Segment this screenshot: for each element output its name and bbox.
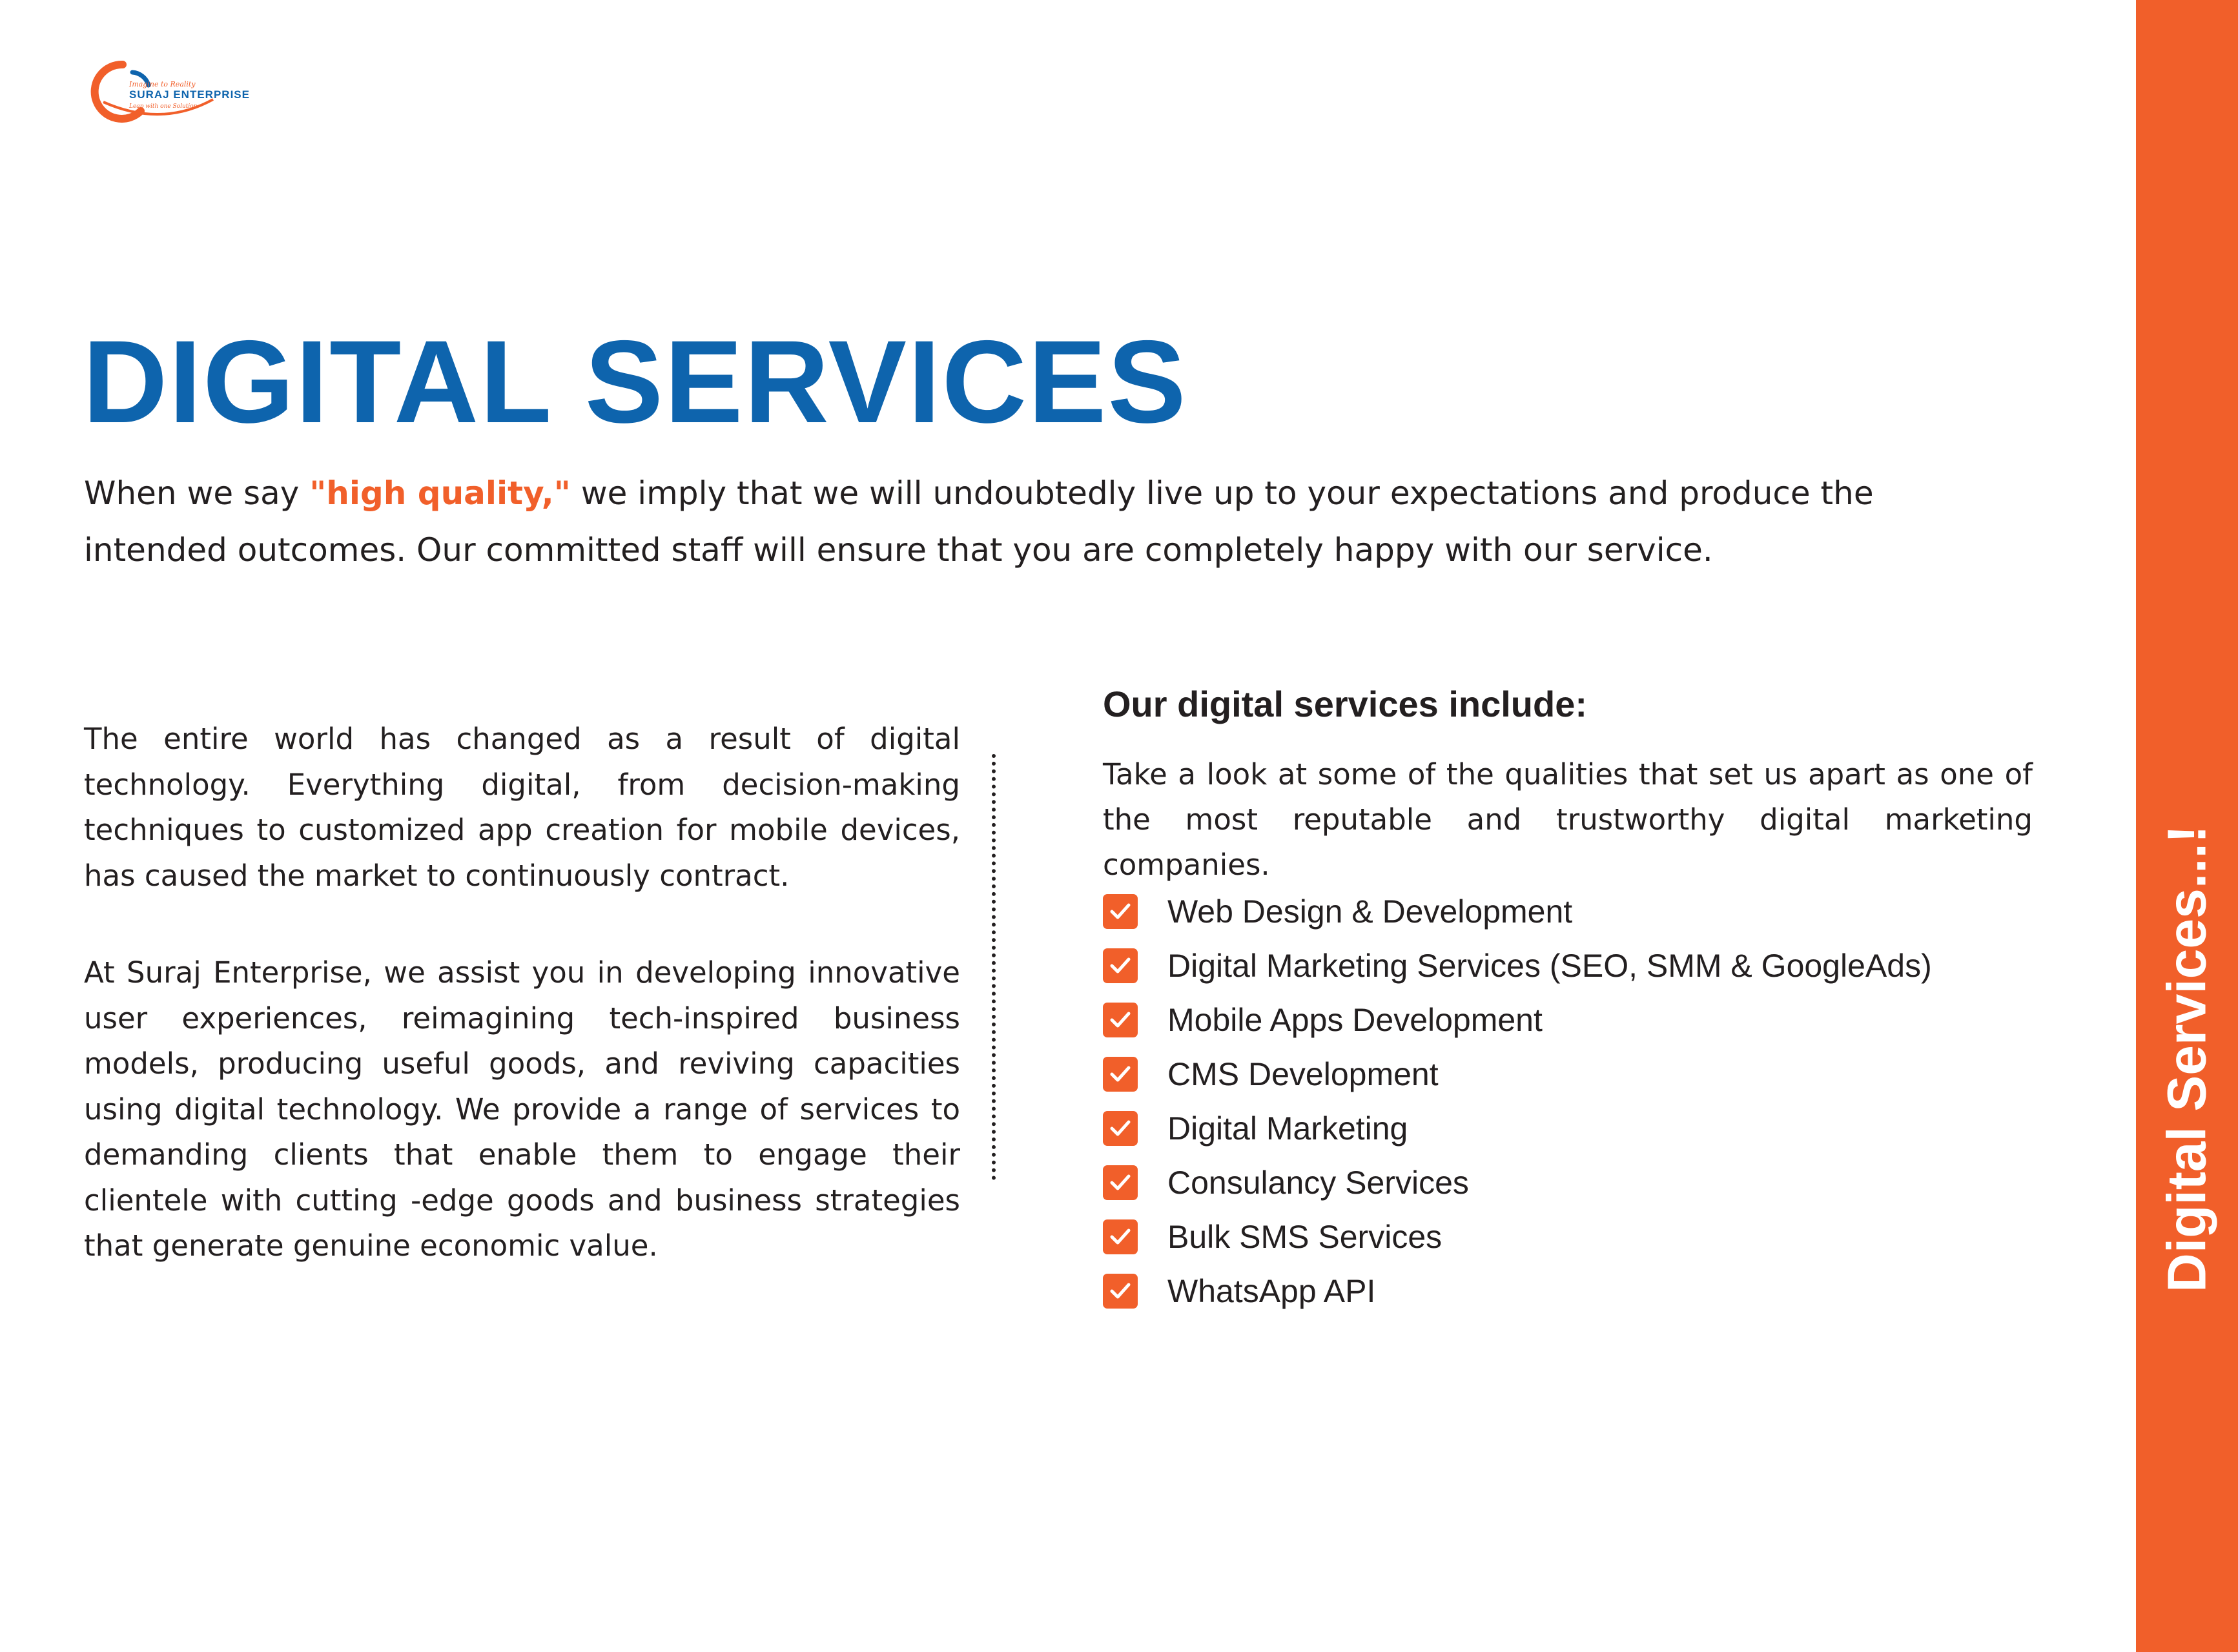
column-divider [992, 754, 996, 1180]
service-item [1103, 1156, 1932, 1210]
checkbox-checked-icon [1103, 948, 1138, 983]
services-list [1103, 884, 1932, 1318]
service-label: Consulancy Services [1167, 1165, 1469, 1201]
page-title: DIGITAL SERVICES [83, 316, 1187, 447]
service-item [1103, 1101, 1932, 1156]
checkbox-checked-icon [1103, 1003, 1138, 1037]
service-label: Mobile Apps Development [1167, 1002, 1543, 1038]
service-item [1103, 1210, 1932, 1264]
service-label: Digital Marketing Services (SEO, SMM & GoogleAds) [1167, 948, 1932, 984]
checkbox-checked-icon [1103, 894, 1138, 929]
left-column [84, 717, 960, 1321]
checkbox-checked-icon [1103, 1165, 1138, 1200]
left-paragraph-1: The entire world has changed as a result of digital technology. Everything digital, from decision-making techniques to customized app creation for mobile devices, has caused the market to continuously contract. [84, 722, 960, 893]
service-item [1103, 993, 1932, 1047]
service-label: Web Design & Development [1167, 893, 1573, 930]
service-item [1103, 939, 1932, 993]
checkbox-checked-icon [1103, 1111, 1138, 1146]
checkbox-checked-icon [1103, 1274, 1138, 1309]
intro-highlight: "high quality," [309, 474, 571, 512]
service-label: Digital Marketing [1167, 1110, 1408, 1147]
intro-text-after: we imply that we will undoubtedly live up to your expectations and produce the intended outcomes. Our committed staff will ensure that you are completely happy with our service. [84, 474, 1874, 569]
side-label: Digital Services...! [2156, 825, 2217, 1292]
service-label: WhatsApp API [1167, 1273, 1376, 1309]
service-item [1103, 884, 1932, 939]
service-item [1103, 1264, 1932, 1318]
service-label: CMS Development [1167, 1056, 1439, 1092]
logo-name: SURAJ ENTERPRISE [129, 88, 250, 101]
service-item [1103, 1047, 1932, 1101]
left-paragraph-2: At Suraj Enterprise, we assist you in developing innovative user experiences, reimagining tech-inspired business models, producing useful goods, and reviving capacities using digital technology. We provide a range of services to demanding clients that enable them to engage their clientele with cutting -edge goods and business strategies that generate genuine economic value. [84, 955, 960, 1263]
intro-paragraph [84, 465, 2021, 578]
logo-tagline: Imagine to Reality [129, 80, 196, 88]
services-heading: Our digital services include: [1103, 684, 1588, 724]
service-label: Bulk SMS Services [1167, 1219, 1442, 1255]
checkbox-checked-icon [1103, 1219, 1138, 1254]
services-description: Take a look at some of the qualities that set us apart as one of the most reputable and trustworthy digital marketing companies. [1103, 757, 2033, 882]
intro-text-before: When we say [84, 474, 310, 512]
checkbox-checked-icon [1103, 1057, 1138, 1092]
logo-subtitle: Leap with one Solution [129, 103, 198, 110]
